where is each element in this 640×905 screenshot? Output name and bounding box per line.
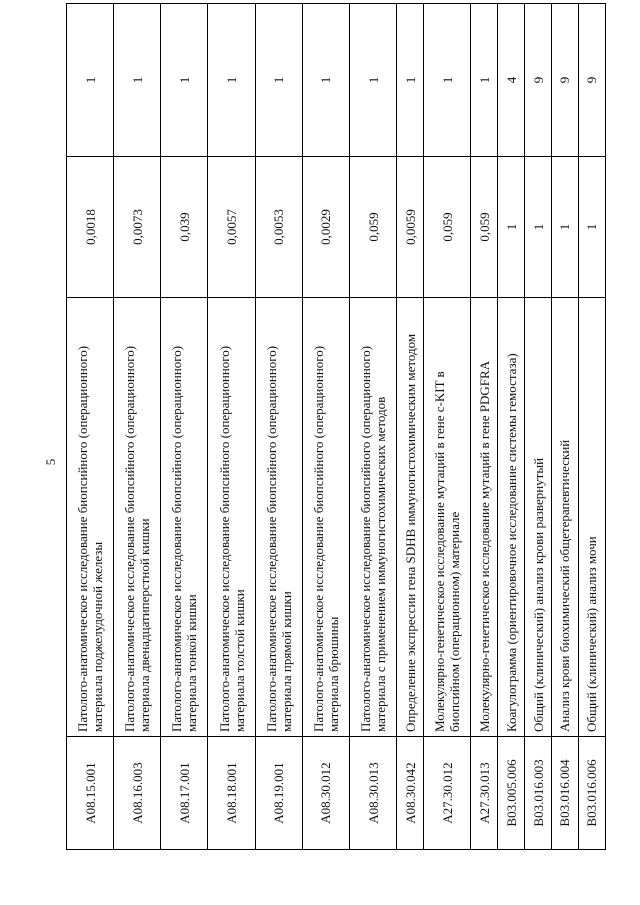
table-row [302,4,349,850]
page-number: 5 [43,458,58,466]
service-name-cell: Молекулярно-генетическое исследование мутаций в гене PDGFRA [471,298,498,737]
table-row [424,4,471,850]
rotated-page-content [75,40,640,827]
service-name-cell: Патолого-анатомическое исследование биопсийного (операционного) материала двенадцатиперстной кишки [114,298,161,737]
frequency-cell: 0,0057 [208,157,255,298]
service-code-cell: A08.30.012 [302,737,349,850]
multiplicity-cell: 1 [67,4,114,157]
frequency-cell: 0,0059 [397,157,424,298]
service-code-cell: A08.17.001 [161,737,208,850]
service-code-cell: A27.30.012 [424,737,471,850]
multiplicity-cell: 4 [498,4,525,157]
multiplicity-cell: 1 [424,4,471,157]
multiplicity-cell: 9 [525,4,552,157]
table-row [578,4,605,850]
services-table [66,3,606,850]
multiplicity-cell: 1 [161,4,208,157]
service-code-cell: A08.19.001 [255,737,302,850]
multiplicity-cell: 1 [255,4,302,157]
multiplicity-cell: 1 [302,4,349,157]
service-name-cell: Патолого-анатомическое исследование биопсийного (операционного) материала поджелудочной железы [67,298,114,737]
service-code-cell: A08.16.003 [114,737,161,850]
frequency-cell: 0,039 [161,157,208,298]
service-name-cell: Патолого-анатомическое исследование биопсийного (операционного) материала прямой кишки [255,298,302,737]
service-code-cell: A08.15.001 [67,737,114,850]
service-code-cell: A08.18.001 [208,737,255,850]
multiplicity-cell: 9 [552,4,579,157]
service-name-cell: Патолого-анатомическое исследование биопсийного (операционного) материала с применением иммуногистохимических методов [349,298,396,737]
service-code-cell: B03.005.006 [498,737,525,850]
table-row [397,4,424,850]
table-row [525,4,552,850]
service-name-cell: Патолого-анатомическое исследование биопсийного (операционного) материала брюшины [302,298,349,737]
table-body [67,4,606,850]
table-row [67,4,114,850]
multiplicity-cell: 1 [349,4,396,157]
service-name-cell: Коагулограмма (ориентировочное исследование системы гемостаза) [498,298,525,737]
table-container [66,40,606,850]
multiplicity-cell: 1 [397,4,424,157]
frequency-cell: 0,0018 [67,157,114,298]
table-row [552,4,579,850]
table-row [471,4,498,850]
table-row [161,4,208,850]
table-row [114,4,161,850]
frequency-cell: 1 [525,157,552,298]
multiplicity-cell: 1 [208,4,255,157]
table-row [349,4,396,850]
service-name-cell: Патолого-анатомическое исследование биопсийного (операционного) материала толстой кишки [208,298,255,737]
multiplicity-cell: 1 [471,4,498,157]
service-code-cell: A08.30.042 [397,737,424,850]
service-name-cell: Молекулярно-генетическое исследование мутаций в гене c-KIT в биопсийном (операционном) материале [424,298,471,737]
frequency-cell: 1 [498,157,525,298]
service-code-cell: B03.016.006 [578,737,605,850]
service-name-cell: Общий (клинический) анализ крови развернутый [525,298,552,737]
service-code-cell: B03.016.003 [525,737,552,850]
frequency-cell: 0,059 [424,157,471,298]
table-row [208,4,255,850]
frequency-cell: 0,059 [471,157,498,298]
frequency-cell: 0,059 [349,157,396,298]
frequency-cell: 0,0029 [302,157,349,298]
frequency-cell: 1 [578,157,605,298]
service-name-cell: Общий (клинический) анализ мочи [578,298,605,737]
multiplicity-cell: 9 [578,4,605,157]
service-name-cell: Патолого-анатомическое исследование биопсийного (операционного) материала тонкой кишки [161,298,208,737]
service-code-cell: A27.30.013 [471,737,498,850]
frequency-cell: 0,0053 [255,157,302,298]
service-name-cell: Определение экспрессии гена SDHB иммуногистохимическим методом [397,298,424,737]
service-name-cell: Анализ крови биохимический общетерапевтический [552,298,579,737]
service-code-cell: B03.016.004 [552,737,579,850]
frequency-cell: 1 [552,157,579,298]
service-code-cell: A08.30.013 [349,737,396,850]
multiplicity-cell: 1 [114,4,161,157]
table-row [255,4,302,850]
table-row [498,4,525,850]
frequency-cell: 0,0073 [114,157,161,298]
